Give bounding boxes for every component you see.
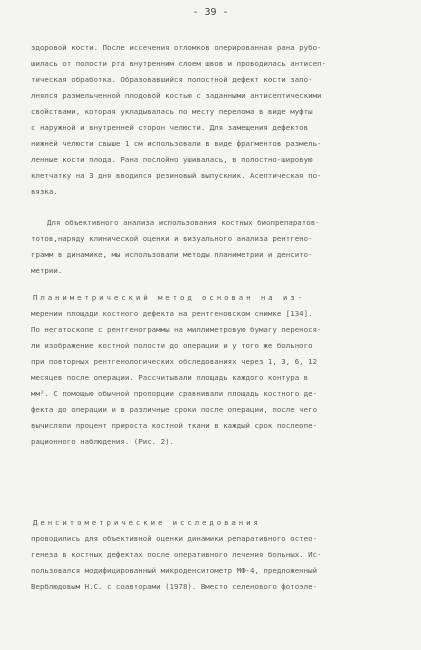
text-line: лнялся размельченной плодовой костью с заданными антисептическими: [31, 91, 322, 100]
text-line: Верблюдовым Н.С. с соавторами (1978). Вместо селенового фотоэле-: [31, 582, 318, 591]
section-heading-densitometry: Денситометрические исследования: [33, 518, 261, 527]
text-line: тотов,наряду клинической оценки и визуального анализа рентгено-: [31, 234, 313, 243]
text-line: вязка.: [31, 187, 58, 196]
text-line: здоровой кости. После иссечения отломков оперированная рана рубо-: [31, 43, 322, 52]
text-line: при повторных рентгенологических обследованиях через 1, 3, 6, 12: [31, 357, 318, 366]
text-line: вычисляли процент прироста костной ткани в каждый срок послеопе-: [31, 421, 318, 430]
text-line: месяцев после операции. Рассчитывали площадь каждого контура в: [31, 373, 309, 382]
text-line: грамм в динамике, мы использовали методы планиметрии и денсито-: [31, 250, 313, 259]
text-line: нижней челюсти свыше 1 см использовали в виде фрагментов размель-: [31, 139, 322, 148]
section-heading-planimetry: Планиметрический метод основан на из-: [33, 293, 305, 302]
text-line: мм². С помощью обычной пропорции сравнивали площадь костного де-: [31, 389, 318, 398]
text-line: фекта до операции и в различные сроки после операции, после чего: [31, 405, 318, 414]
text-line: генеза в костных дефектах после оперативного лечения больных. Ис-: [31, 550, 322, 559]
text-line: метрии.: [31, 266, 63, 275]
text-line: с наружной и внутренней сторон челюсти. Для замещения дефектов: [31, 123, 309, 132]
text-line: свойствами, которая укладывалась по месту перелома в виде муфты: [31, 107, 313, 116]
text-line: рационного наблюдения. (Рис. 2).: [31, 437, 175, 446]
text-line: пользовался модифицированный микроденситометр МФ-4, предложенный: [31, 566, 318, 575]
text-line: мерении площади костного дефекта на рентгеновском снимке [134].: [31, 309, 313, 318]
text-line: По негатоскопе с рентгенограммы на миллиметровую бумагу перенося-: [31, 325, 322, 334]
text-line: ли изображение костной полости до операции и у того же больного: [31, 341, 313, 350]
text-line: шилась от полости рта внутренним слоем швов и проводилась антисеп-: [31, 59, 326, 68]
text-line: клетчатку на 3 дня вводился резиновый выпускник. Асептическая по-: [31, 171, 322, 180]
text-line: тическая обработка. Образовавшийся полостной дефект кости запо-: [31, 75, 313, 84]
text-line: проводились для объективной оценки динамики репаративного остео-: [31, 534, 318, 543]
page-number: - 39 -: [192, 7, 229, 18]
paragraph-first-line: Для объективного анализа использования костных биопрепаратов-: [47, 218, 320, 227]
text-line: ленные кости плода. Рана послойно ушивалась, в полостно-шировую: [31, 155, 313, 164]
